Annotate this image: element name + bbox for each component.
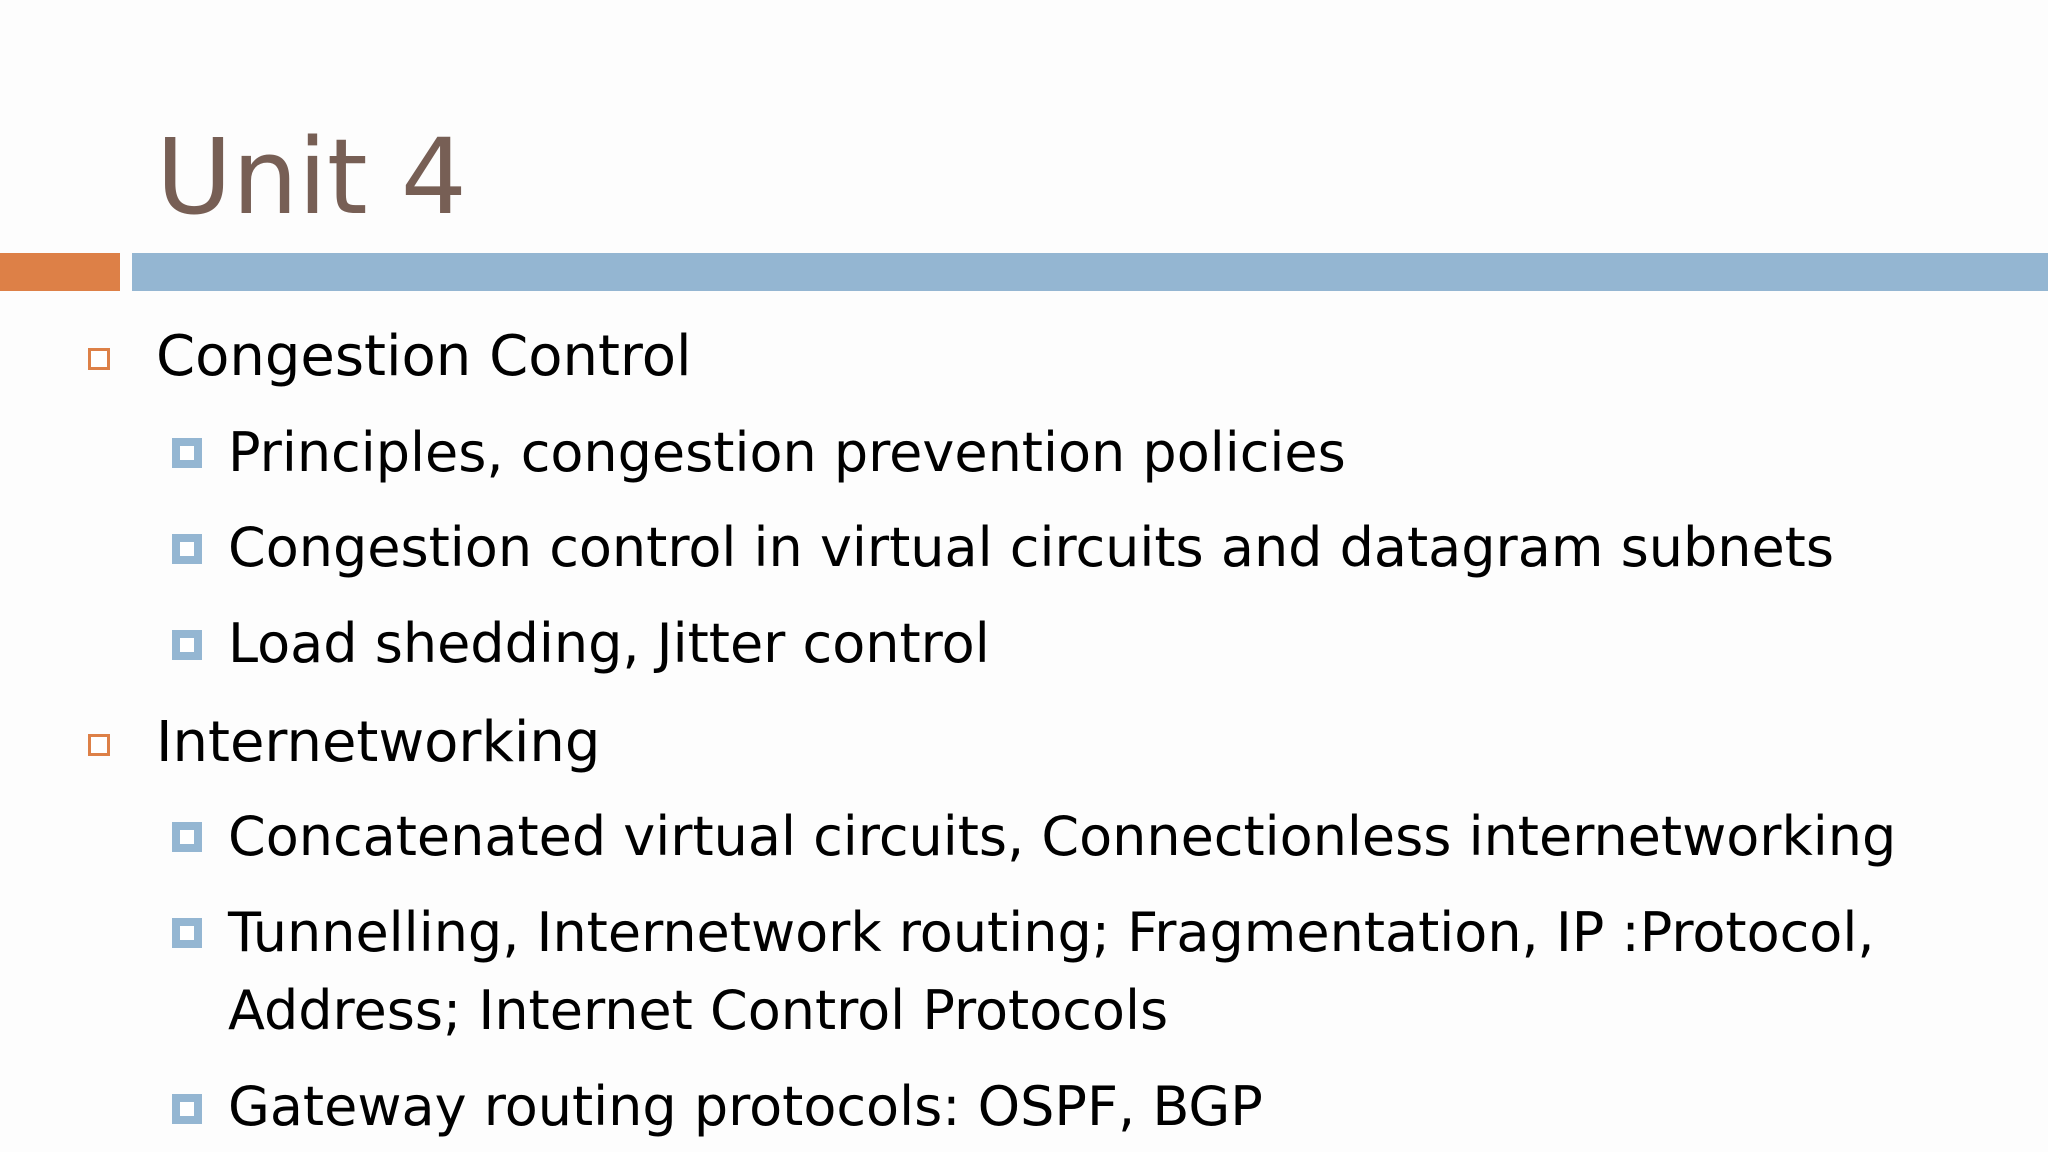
- slide-title: Unit 4: [156, 116, 467, 238]
- section-heading-internetworking: Internetworking: [156, 710, 601, 775]
- list-item: Tunnelling, Internetwork routing; Fragmentation, IP :Protocol,: [228, 901, 1875, 964]
- filled-square-bullet-icon: [172, 918, 202, 948]
- list-item: Load shedding, Jitter control: [228, 612, 990, 675]
- list-item: Gateway routing protocols: OSPF, BGP: [228, 1075, 1263, 1138]
- filled-square-bullet-icon: [172, 534, 202, 564]
- filled-square-bullet-icon: [172, 438, 202, 468]
- square-bullet-icon: [88, 734, 110, 756]
- filled-square-bullet-icon: [172, 1094, 202, 1124]
- list-item: Congestion control in virtual circuits and datagram subnets: [228, 516, 1834, 579]
- section-heading-congestion-control: Congestion Control: [156, 324, 692, 389]
- list-item: Concatenated virtual circuits, Connectionless internetworking: [228, 805, 1897, 868]
- filled-square-bullet-icon: [172, 822, 202, 852]
- list-item-continuation: Address; Internet Control Protocols: [228, 979, 1169, 1042]
- list-item: Principles, congestion prevention policies: [228, 421, 1346, 484]
- square-bullet-icon: [88, 348, 110, 370]
- filled-square-bullet-icon: [172, 630, 202, 660]
